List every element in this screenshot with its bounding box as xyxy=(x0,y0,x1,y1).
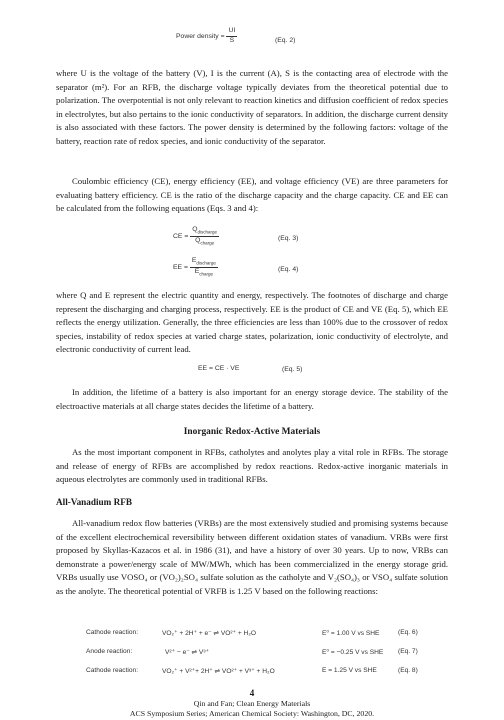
footer-authors: Qin and Fan; Clean Energy Materials xyxy=(193,699,311,708)
eq2-numerator: UI xyxy=(226,28,237,37)
eq3-denominator: $Q_{charge}$ xyxy=(195,236,215,246)
reaction-equation: VO₂⁺ + 2H⁺ + e⁻ ⇌ VO²⁺ + H₂O xyxy=(162,630,257,637)
eq3-numerator: $Q_{discharge}$ xyxy=(190,227,219,237)
reaction-equation: V²⁺ − e⁻ ⇌ V³⁺ xyxy=(165,649,209,656)
equation-4 xyxy=(173,258,218,277)
eq2-label: (Eq. 2) xyxy=(275,37,296,44)
reaction-label: Cathode reaction: xyxy=(86,629,139,636)
paragraph-lifetime: In addition, the lifetime of a battery is also important for an energy storage device. The stability of the electroactive materials at all charge states decides the lifetime of a battery. xyxy=(56,387,448,411)
paragraph-vrb: All-vanadium redox flow batteries (VRBs) are the most extensively studied and promising systems because of the excellent electrochemical reversibility between different oxidation states of vanadium. VRBs were first proposed by Skyllas-Kazacos et al. in 1986 (31), and have a history of over 30 years. Up to now, VRBs can demonstrate a power/energy scale of MW/MWh, which has been commercialized in the energy storage grid. VRBs usually use VOSO₄ or (VO₂)₂SO₄ sulfate solution as the catholyte and V₂(SO₄)₃ or VSO₄ sulfate solution as the anolyte. The theoretical potential of VRFB is 1.25 V based on the following reactions: xyxy=(56,518,448,596)
eq3-label: (Eq. 3) xyxy=(278,235,299,242)
eq4-fraction xyxy=(190,258,218,277)
reaction-potential: E = 1.25 V vs SHE xyxy=(322,667,377,674)
eq3-lhs: CE = xyxy=(173,233,189,241)
equation-3 xyxy=(173,227,219,246)
reaction-eq-label: (Eq. 6) xyxy=(398,629,418,636)
eq5-label: (Eq. 5) xyxy=(282,366,303,373)
reaction-potential: E⁰ = −0.25 V vs SHE xyxy=(322,649,384,656)
reaction-equation: VO₂⁺ + V²⁺+ 2H⁺ ⇌ VO²⁺ + V³⁺ + H₂O xyxy=(162,668,275,675)
eq4-lhs: EE = xyxy=(173,264,188,272)
page-number: 4 xyxy=(249,688,255,698)
reaction-potential: E⁰ = 1.00 V vs SHE xyxy=(322,630,380,637)
paragraph-q-and-e: where Q and E represent the electric quantity and energy, respectively. The footnotes of discharge and charge represent the discharging and charging process, respectively. EE is the product of CE and VE (Eq. 5), which EE reflects the energy utilization. Generally, the three efficiencies are less than 100% due to the crossover of redox species, instability of redox species at varied charge states, polarization, ionic conductivity of electrolyte, and electronic conductivity of current lead. xyxy=(56,290,448,355)
eq2-lhs: Power density = xyxy=(176,33,225,41)
equation-5: EE = CE · VE xyxy=(198,365,240,372)
paragraph-catholytes: As the most important component in RFBs, catholytes and anolytes play a vital role in RFBs. The storage and release of energy of RFBs are accomplished by redox reactions. Redox-active inorganic materials in aqueous electrolytes are commonly used in traditional RFBs. xyxy=(56,447,448,485)
eq3-fraction xyxy=(190,227,219,246)
eq4-denominator: $E_{charge}$ xyxy=(194,267,214,277)
eq4-numerator: $E_{discharge}$ xyxy=(190,258,218,268)
eq4-label: (Eq. 4) xyxy=(278,266,299,273)
eq2-fraction xyxy=(226,28,237,45)
footer-series: ACS Symposium Series; American Chemical Society: Washington, DC, 2020. xyxy=(129,709,375,718)
equation-2 xyxy=(176,28,237,45)
eq2-denominator: S xyxy=(229,36,235,44)
reaction-label: Anode reaction: xyxy=(86,648,133,655)
section-heading: Inorganic Redox-Active Materials xyxy=(183,427,321,437)
reaction-label: Cathode reaction: xyxy=(86,667,139,674)
subsection-heading: All-Vanadium RFB xyxy=(56,497,132,507)
reaction-eq-label: (Eq. 8) xyxy=(398,667,418,674)
reaction-eq-label: (Eq. 7) xyxy=(398,648,418,655)
paragraph-efficiency: Coulombic efficiency (CE), energy efficiency (EE), and voltage efficiency (VE) are three parameters for evaluating battery efficiency. CE is the ratio of the discharge capacity and the charge capacity. CE and EE can be calculated from the following equations (Eqs. 3 and 4): xyxy=(56,176,448,214)
paragraph-power-density: where U is the voltage of the battery (V), I is the current (A), S is the contacting area of electrode with the separator (m²). For an RFB, the discharge voltage typically deviates from the theoretical potential due to polarization. The overpotential is not only relevant to reaction kinetics and diffusion coefficient of redox species in electrolytes, but also pertains to the ionic conductivity of separators. In addition, the discharge current density is also associated with these factors. The power density is determined by the following factors: voltage of the battery, reaction rate of redox species, and ionic conductivity of the separator. xyxy=(56,68,448,146)
